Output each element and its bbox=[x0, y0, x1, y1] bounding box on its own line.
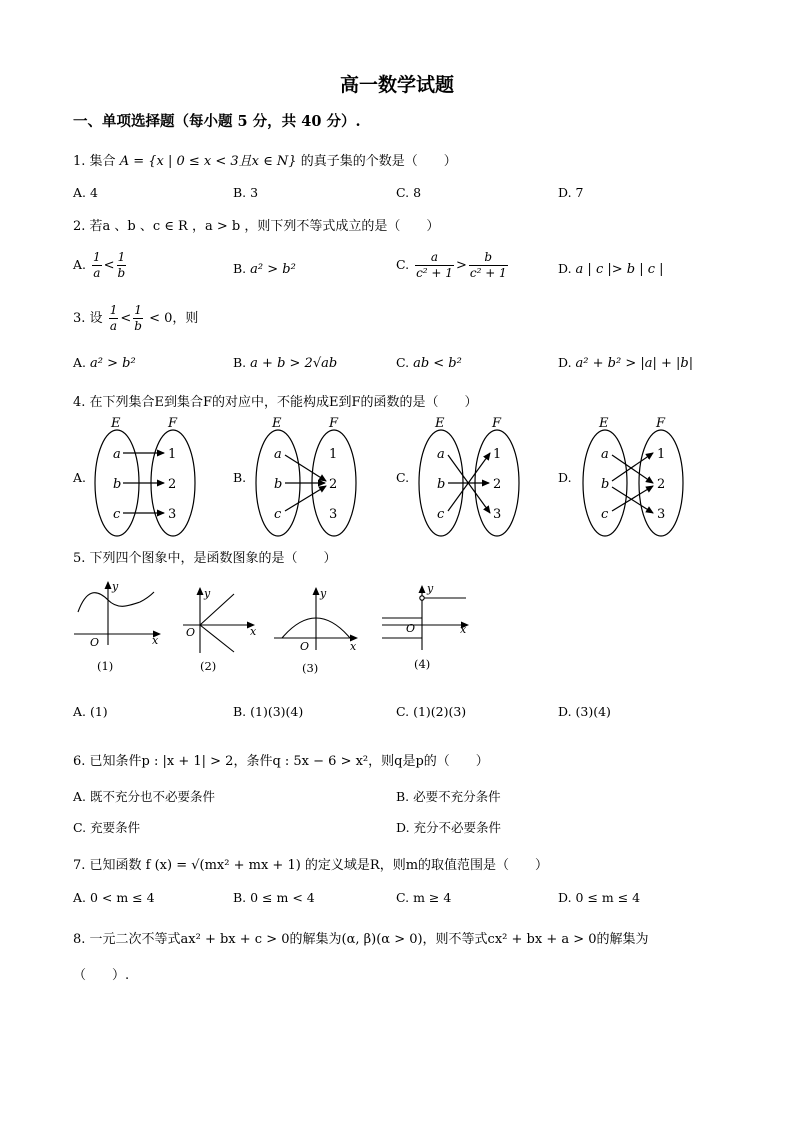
diagram-b bbox=[256, 430, 356, 536]
q1-post: 的真子集的个数是（ ） bbox=[300, 154, 457, 169]
q3-label-a: A. bbox=[73, 355, 87, 370]
elem-c: c bbox=[437, 507, 445, 522]
graph-3-y-label: y bbox=[320, 587, 327, 600]
question-8: 8. 一元二次不等式ax² + bx + c > 0的解集为(α, β)(α > 0)，则不等式cx² + bx + a > 0的解集为 bbox=[73, 932, 649, 947]
elem-c: c bbox=[274, 507, 282, 522]
graph-3 bbox=[274, 588, 357, 650]
q2-label-c: C. bbox=[396, 257, 410, 272]
fraction: $\frac{b}{\text{c² + 1}}$ bbox=[469, 250, 507, 280]
q5-option-b[interactable]: B. (1)(3)(4) bbox=[233, 704, 304, 719]
elem-3: 3 bbox=[329, 507, 338, 522]
elem-1: 1 bbox=[657, 447, 666, 462]
elem-b: b bbox=[601, 477, 610, 492]
q3-b-expr: a + b > 2√ab bbox=[250, 356, 338, 371]
graph-1-origin: O bbox=[90, 636, 100, 649]
set-f-label: F bbox=[492, 416, 502, 431]
q2-label-b: B. bbox=[233, 261, 247, 276]
question-5: 5. 下列四个图象中，是函数图象的是（ ） bbox=[73, 551, 337, 566]
fraction: $\frac{1}{b}$ bbox=[117, 250, 126, 280]
graph-4-x-label: x bbox=[460, 623, 467, 636]
q6-option-d[interactable]: D. 充分不必要条件 bbox=[396, 820, 502, 835]
q7-option-c[interactable]: C. m ≥ 4 bbox=[396, 890, 452, 905]
fraction: $\frac{a}{\text{c² + 1}}$ bbox=[416, 250, 453, 280]
elem-2: 2 bbox=[657, 477, 666, 492]
graph-1-y-label: y bbox=[112, 580, 119, 593]
question-6: 6. 已知条件p : |x + 1| > 2，条件q : 5x − 6 > x²，则q是p的（ ） bbox=[73, 754, 489, 769]
q1-option-d[interactable]: D. 7 bbox=[558, 185, 584, 200]
section-heading: 一、单项选择题（每小题 5 分，共 40 分）. bbox=[73, 113, 361, 130]
elem-2: 2 bbox=[329, 477, 338, 492]
q7-option-d[interactable]: D. 0 ≤ m ≤ 4 bbox=[558, 890, 641, 905]
question-8-blank: （ ）. bbox=[73, 968, 130, 983]
graph-4-y-label: y bbox=[427, 582, 434, 595]
q2-label-d: D. bbox=[558, 261, 572, 276]
q3-d-expr: a² + b² > |a| + |b| bbox=[575, 356, 694, 371]
question-4: 4. 在下列集合E到集合F的对应中，不能构成E到F的函数的是（ ） bbox=[73, 395, 478, 410]
graph-2-y-label: y bbox=[204, 587, 211, 600]
elem-3: 3 bbox=[657, 507, 666, 522]
set-e-label: E bbox=[599, 416, 609, 431]
q4-option-b[interactable]: B. bbox=[233, 470, 247, 485]
elem-1: 1 bbox=[329, 447, 338, 462]
fraction: $\frac{1}{a}$ bbox=[109, 303, 118, 333]
set-f-label: F bbox=[656, 416, 666, 431]
q3-post: < 0，则 bbox=[149, 311, 199, 326]
q2-d-expr: a | c |> b | c | bbox=[575, 262, 664, 277]
q4-option-d[interactable]: D. bbox=[558, 470, 572, 485]
set-f-label: F bbox=[329, 416, 339, 431]
fraction: $\frac{1}{b}$ bbox=[134, 303, 142, 333]
graph-1-caption: (1) bbox=[97, 659, 114, 673]
elem-2: 2 bbox=[493, 477, 502, 492]
question-2: 2. 若a 、b 、c ∈ R ，a > b ，则下列不等式成立的是（ ） bbox=[73, 219, 440, 234]
diagram-a bbox=[95, 430, 195, 536]
elem-c: c bbox=[601, 507, 609, 522]
graph-4-origin: O bbox=[406, 622, 416, 635]
q6-option-a[interactable]: A. 既不充分也不必要条件 bbox=[73, 789, 215, 804]
diagram-c bbox=[419, 430, 519, 536]
q7-option-b[interactable]: B. 0 ≤ m < 4 bbox=[233, 890, 315, 905]
q2-option-c[interactable]: C. $\frac{a}{\text{c² + 1}}$ > $\frac{b}{\text{c² + 1}}$ bbox=[396, 250, 507, 280]
set-e-label: E bbox=[435, 416, 445, 431]
elem-a: a bbox=[437, 447, 445, 462]
q3-pre: 3. 设 bbox=[73, 311, 103, 326]
q5-option-d[interactable]: D. (3)(4) bbox=[558, 704, 611, 719]
elem-c: c bbox=[113, 507, 121, 522]
elem-b: b bbox=[437, 477, 446, 492]
graph-2-caption: (2) bbox=[200, 659, 217, 673]
graph-1-x-label: x bbox=[152, 634, 159, 647]
q4-option-a[interactable]: A. bbox=[73, 470, 87, 485]
elem-a: a bbox=[274, 447, 282, 462]
graph-4-caption: (4) bbox=[414, 657, 431, 671]
q1-pre: 集合 bbox=[89, 154, 116, 169]
set-e-label: E bbox=[272, 416, 282, 431]
graph-4 bbox=[382, 586, 468, 650]
graph-2 bbox=[183, 588, 254, 653]
q1-set: A = {x | 0 ≤ x < 3且x ∈ N} bbox=[119, 154, 297, 169]
q1-option-a[interactable]: A. 4 bbox=[73, 185, 98, 200]
elem-2: 2 bbox=[168, 477, 177, 492]
question-7: 7. 已知函数 f (x) = √(mx² + mx + 1) 的定义域是R，则m的取值范围是（ ） bbox=[73, 858, 549, 873]
q3-label-b: B. bbox=[233, 355, 247, 370]
q5-option-c[interactable]: C. (1)(2)(3) bbox=[396, 704, 467, 719]
q1-number: 1. bbox=[73, 154, 86, 169]
elem-b: b bbox=[274, 477, 283, 492]
elem-a: a bbox=[601, 447, 609, 462]
elem-3: 3 bbox=[493, 507, 502, 522]
graph-3-x-label: x bbox=[350, 640, 357, 653]
diagram-d bbox=[583, 430, 683, 536]
elem-1: 1 bbox=[168, 447, 177, 462]
q5-option-a[interactable]: A. (1) bbox=[73, 704, 108, 719]
fraction: $\frac{1}{a}$ bbox=[93, 250, 101, 280]
elem-3: 3 bbox=[168, 507, 177, 522]
q2-b-expr: a² > b² bbox=[250, 262, 296, 277]
q1-option-b[interactable]: B. 3 bbox=[233, 185, 259, 200]
page-title: 高一数学试题 bbox=[339, 74, 454, 96]
elem-a: a bbox=[113, 447, 121, 462]
question-3: 3. 设 $\frac{1}{a}$ < $\frac{1}{b}$ < 0，则 bbox=[73, 303, 199, 333]
elem-b: b bbox=[113, 477, 122, 492]
graph-3-caption: (3) bbox=[302, 661, 319, 675]
q1-option-c[interactable]: C. 8 bbox=[396, 185, 422, 200]
q3-c-expr: ab < b² bbox=[413, 356, 462, 371]
q3-a-expr: a² > b² bbox=[90, 356, 136, 371]
q6-option-b[interactable]: B. 必要不充分条件 bbox=[396, 789, 501, 804]
q7-option-a[interactable]: A. 0 < m ≤ 4 bbox=[73, 890, 155, 905]
graph-3-origin: O bbox=[300, 640, 310, 653]
elem-1: 1 bbox=[493, 447, 502, 462]
q3-label-d: D. bbox=[558, 355, 572, 370]
q4-option-c[interactable]: C. bbox=[396, 470, 410, 485]
graph-2-x-label: x bbox=[250, 625, 257, 638]
graph-2-origin: O bbox=[186, 626, 196, 639]
set-f-label: F bbox=[168, 416, 178, 431]
set-e-label: E bbox=[111, 416, 121, 431]
q6-option-c[interactable]: C. 充要条件 bbox=[73, 820, 141, 835]
q2-option-a[interactable]: A. $\frac{1}{a}$ < $\frac{1}{b}$ bbox=[73, 250, 126, 280]
q3-label-c: C. bbox=[396, 355, 410, 370]
q2-label-a: A. bbox=[73, 257, 87, 272]
